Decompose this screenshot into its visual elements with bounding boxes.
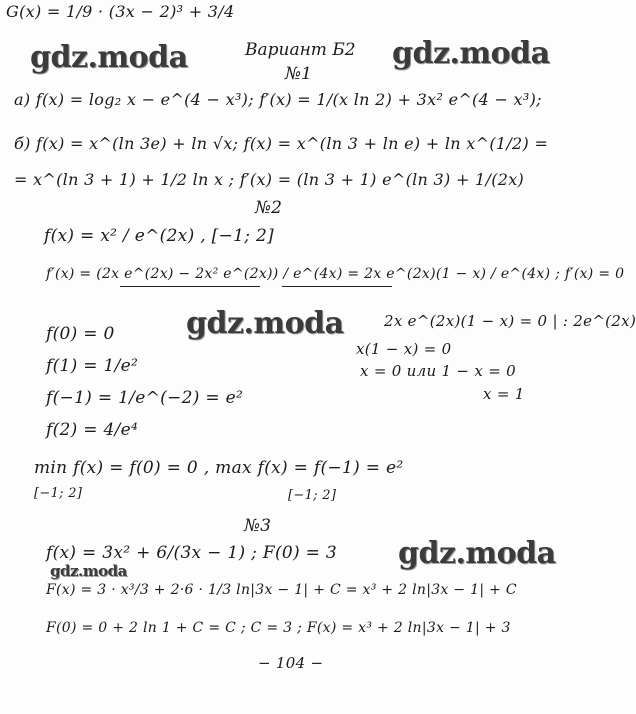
task1-line-b: б) f(x) = x^(ln 3e) + ln √x; f(x) = x^(ln 3 + ln e) + ln x^(1/2) =	[14, 134, 549, 153]
task1-heading: №1	[285, 64, 312, 84]
watermark-bottom-right: gdz.moda	[398, 536, 556, 571]
task3-result: F(0) = 0 + 2 ln 1 + C = C ; C = 3 ; F(x) = x³ + 2 ln|3x − 1| + 3	[46, 620, 511, 636]
task2-f2: f(2) = 4/e⁴	[46, 420, 139, 440]
task1-line-a: а) f(x) = log₂ x − e^(4 − x³); f′(x) = 1/(x ln 2) + 3x² e^(4 − x³);	[14, 90, 542, 109]
task2-eq3: x = 0 или 1 − x = 0	[360, 362, 516, 380]
fraction-bar-1	[120, 286, 260, 287]
watermark-middle: gdz.moda	[186, 306, 344, 341]
watermark-top-right: gdz.moda	[392, 36, 550, 71]
task3-heading: №3	[244, 516, 271, 536]
task2-interval-min: [−1; 2]	[34, 486, 83, 501]
task3-given: f(x) = 3x² + 6/(3x − 1) ; F(0) = 3	[46, 543, 338, 563]
task1-line-c: = x^(ln 3 + 1) + 1/2 ln x ; f′(x) = (ln 3 + 1) e^(ln 3) + 1/(2x)	[14, 170, 525, 189]
task2-interval-max: [−1; 2]	[288, 488, 337, 503]
task2-minmax: min f(x) = f(0) = 0 , max f(x) = f(−1) = e²	[34, 458, 404, 478]
variant-heading: Вариант Б2	[245, 40, 356, 60]
task2-heading: №2	[255, 198, 282, 218]
task2-eq4: x = 1	[483, 385, 525, 403]
fraction-bar-2	[282, 286, 392, 287]
page-number: − 104 −	[258, 654, 324, 672]
task2-derivative: f′(x) = (2x e^(2x) − 2x² e^(2x)) / e^(4x) = 2x e^(2x)(1 − x) / e^(4x) ; f′(x) = 0	[46, 266, 625, 282]
task2-f0: f(0) = 0	[46, 324, 115, 344]
watermark-top-left: gdz.moda	[30, 40, 188, 75]
task2-eq1: 2x e^(2x)(1 − x) = 0 | : 2e^(2x)	[384, 312, 636, 330]
watermark-small: gdz.moda	[50, 562, 127, 580]
task3-antiderivative: F(x) = 3 · x³/3 + 2·6 · 1/3 ln|3x − 1| + C = x³ + 2 ln|3x − 1| + C	[46, 582, 517, 598]
task2-f1: f(1) = 1/e²	[46, 356, 139, 376]
task2-function: f(x) = x² / e^(2x) , [−1; 2]	[44, 226, 274, 246]
task2-fm1: f(−1) = 1/e^(−2) = e²	[46, 388, 244, 408]
top-line: G(x) = 1/9 · (3x − 2)³ + 3/4	[6, 2, 235, 21]
task2-eq2: x(1 − x) = 0	[356, 340, 452, 358]
